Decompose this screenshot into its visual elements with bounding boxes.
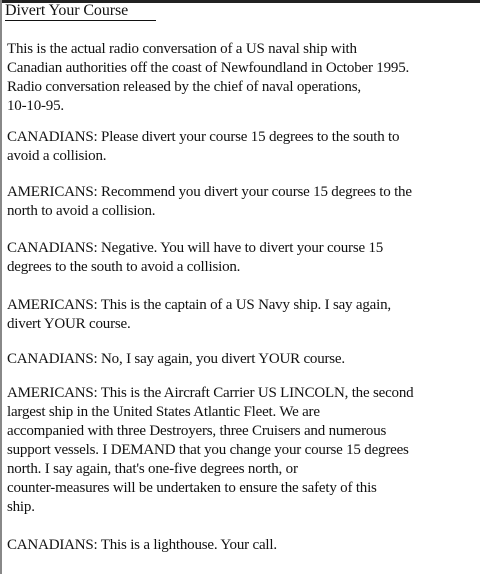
text-line: Canadian authorities off the coast of Newfoundland in October 1995. [7, 60, 410, 76]
text-line: CANADIANS: This is a lighthouse. Your call. [7, 537, 277, 553]
text-line: degrees to the south to avoid a collision. [7, 259, 241, 275]
text-line: CANADIANS: No, I say again, you divert YOUR course. [7, 351, 345, 367]
left-border-line [0, 0, 2, 574]
text-line: 10-10-95. [7, 98, 64, 114]
text-line: This is the actual radio conversation of a US naval ship with [7, 41, 357, 57]
text-line: AMERICANS: Recommend you divert your course 15 degrees to the [7, 184, 412, 200]
intro-paragraph [7, 40, 473, 116]
text-line: ship. [7, 499, 35, 515]
dialogue-paragraph [7, 296, 473, 334]
dialogue-paragraph [7, 128, 473, 166]
text-line: north to avoid a collision. [7, 203, 156, 219]
dialogue-paragraph [7, 350, 473, 369]
text-line: accompanied with three Destroyers, three Cruisers and numerous [7, 423, 387, 439]
dialogue-paragraph [7, 384, 473, 517]
text-line: largest ship in the United States Atlantic Fleet. We are [7, 404, 320, 420]
document-title: Divert Your Course [5, 2, 156, 21]
text-line: CANADIANS: Please divert your course 15 degrees to the south to [7, 129, 400, 145]
text-line: AMERICANS: This is the Aircraft Carrier US LINCOLN, the second [7, 385, 414, 401]
text-line: support vessels. I DEMAND that you change your course 15 degrees [7, 442, 409, 458]
text-line: AMERICANS: This is the captain of a US Navy ship. I say again, [7, 297, 391, 313]
text-line: CANADIANS: Negative. You will have to divert your course 15 [7, 240, 384, 256]
text-line: counter-measures will be undertaken to ensure the safety of this [7, 480, 377, 496]
dialogue-paragraph [7, 536, 473, 555]
text-line: north. I say again, that's one-five degrees north, or [7, 461, 298, 477]
text-line: Radio conversation released by the chief of naval operations, [7, 79, 361, 95]
dialogue-paragraph [7, 239, 473, 277]
dialogue-paragraph [7, 183, 473, 221]
text-line: divert YOUR course. [7, 316, 131, 332]
text-line: avoid a collision. [7, 148, 107, 164]
